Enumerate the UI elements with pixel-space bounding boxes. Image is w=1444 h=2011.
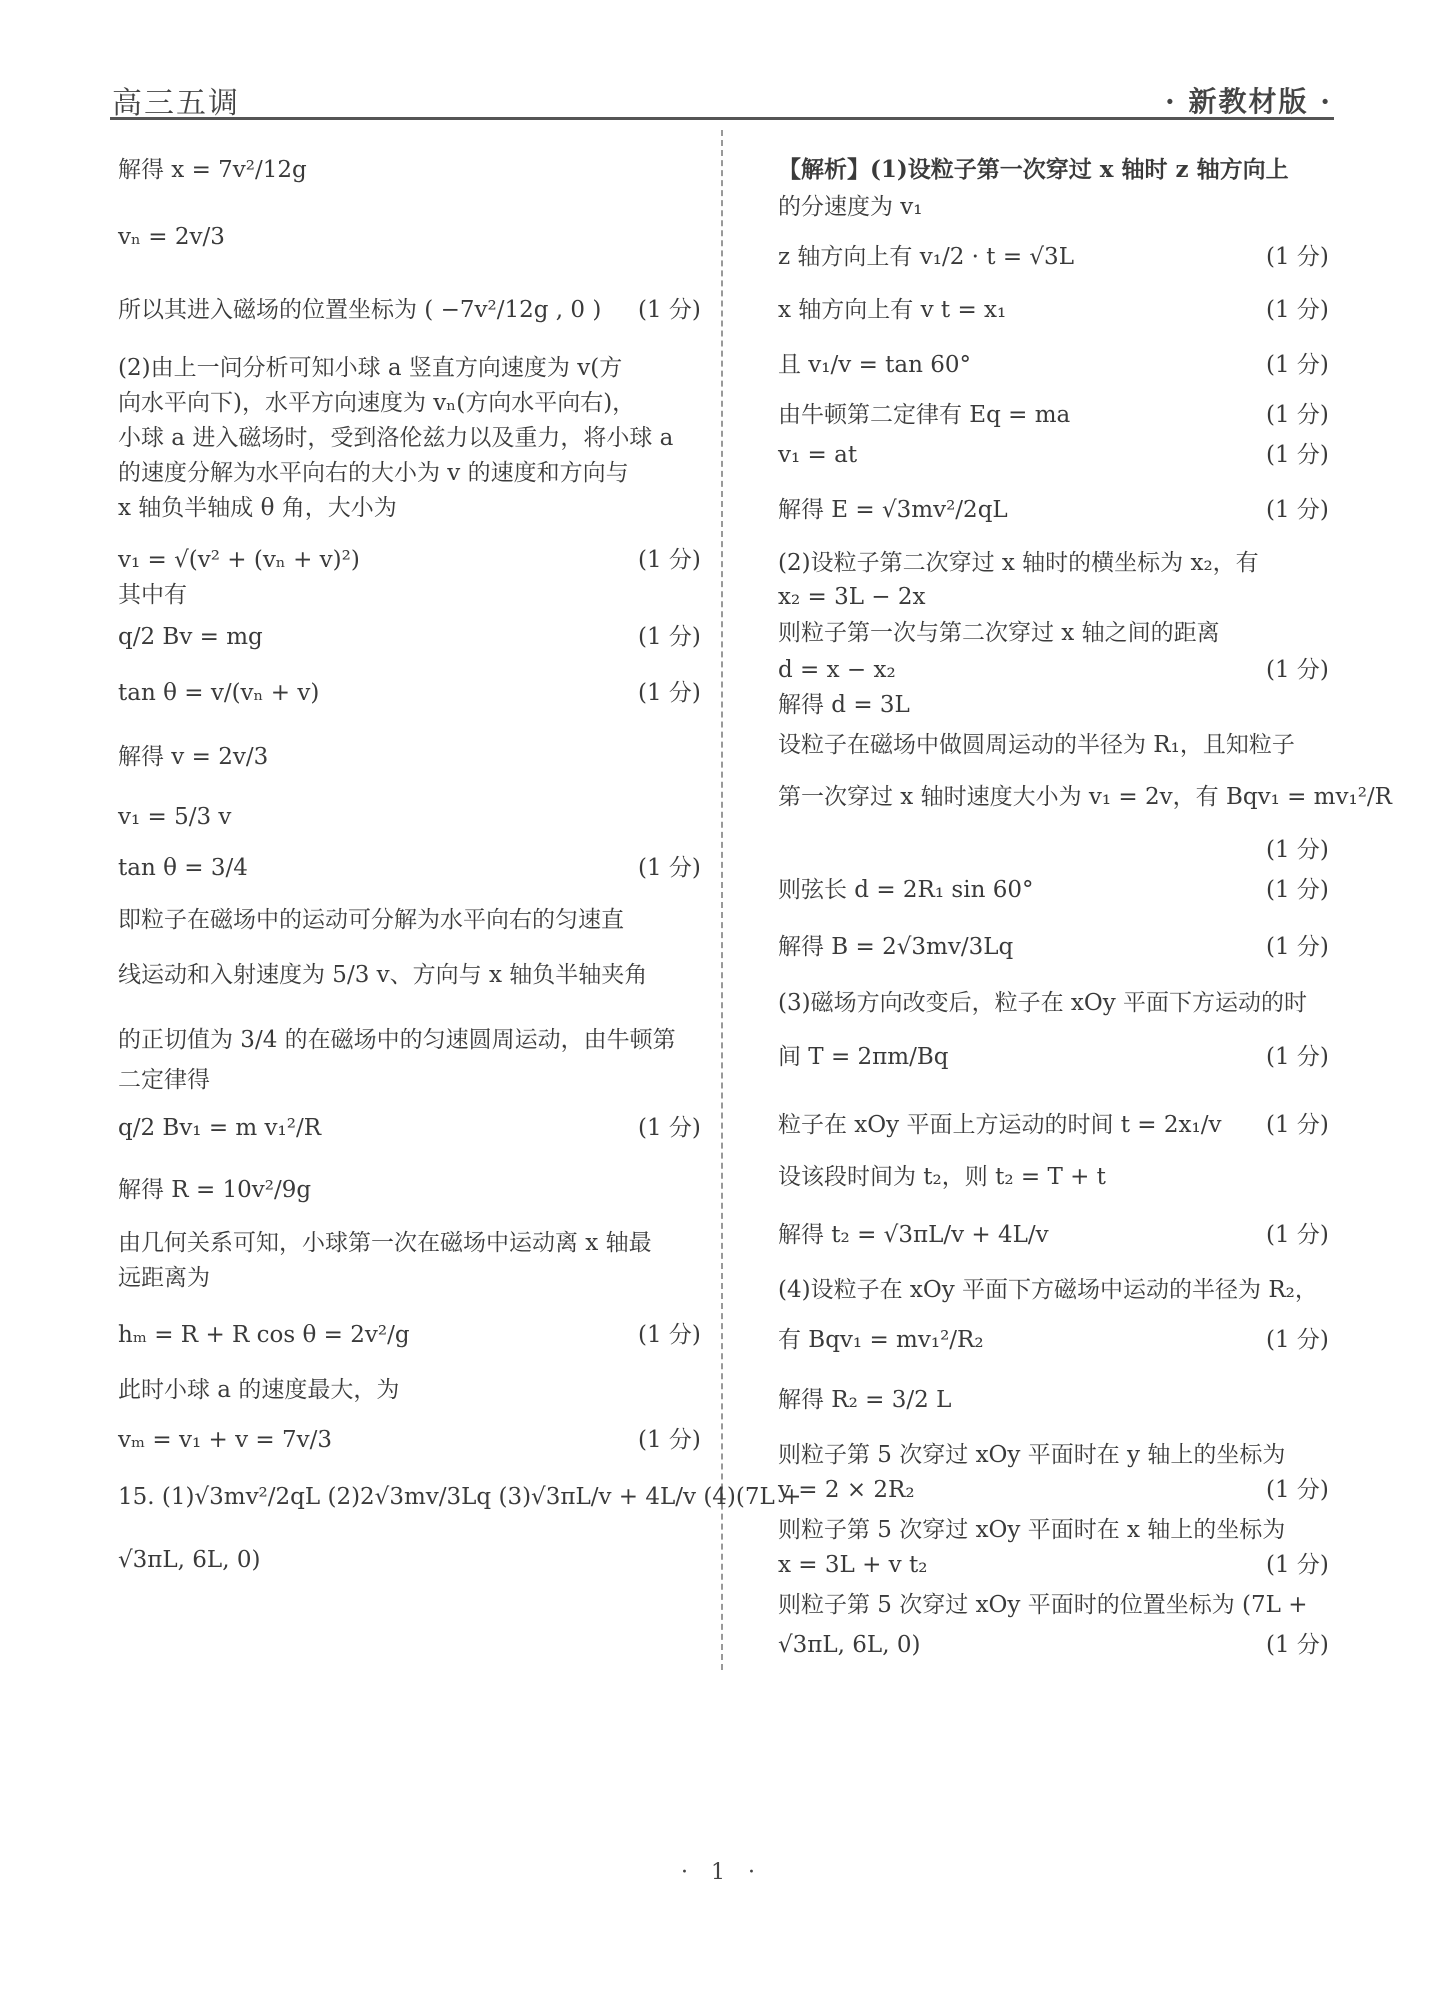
text-line: 解得 B = 2√3mv/3Lq (778, 934, 1014, 960)
header-rule (110, 117, 1334, 120)
score-mark: (1 分) (638, 547, 701, 573)
text-line: tan θ = v/(vₙ + v) (118, 680, 320, 706)
text-line: x = 3L + v t₂ (778, 1552, 928, 1578)
text-line: x 轴方向上有 v t = x₁ (778, 297, 1007, 323)
text-line: x 轴负半轴成 θ 角，大小为 (118, 495, 397, 521)
text-line: 向水平向下)，水平方向速度为 vₙ(方向水平向右)， (118, 390, 636, 416)
score-mark: (1 分) (638, 680, 701, 706)
text-line: 线运动和入射速度为 5/3 v、方向与 x 轴负半轴夹角 (118, 962, 648, 988)
text-line: 则粒子第 5 次穿过 xOy 平面时的位置坐标为 (7L + (778, 1592, 1308, 1618)
text-line: 间 T = 2πm/Bq (778, 1044, 949, 1070)
text-line: 15. (1)√3mv²/2qL (2)2√3mv/3Lq (3)√3πL/v + 4L/v (4)(7L + (118, 1484, 802, 1510)
score-mark: (1 分) (1266, 934, 1329, 960)
text-line: 则粒子第一次与第二次穿过 x 轴之间的距离 (778, 620, 1220, 646)
text-line: 解得 E = √3mv²/2qL (778, 497, 1008, 523)
score-mark: (1 分) (1266, 877, 1329, 903)
text-line: 解得 t₂ = √3πL/v + 4L/v (778, 1222, 1049, 1248)
text-line: 设粒子在磁场中做圆周运动的半径为 R₁，且知粒子 (778, 732, 1295, 758)
text-line: x₂ = 3L − 2x (778, 584, 926, 610)
score-mark: (1 分) (1266, 657, 1329, 683)
score-mark: (1 分) (638, 1322, 701, 1348)
text-line: 由几何关系可知，小球第一次在磁场中运动离 x 轴最 (118, 1230, 652, 1256)
score-mark: (1 分) (1266, 1552, 1329, 1578)
score-mark: (1 分) (1266, 837, 1329, 863)
score-mark: (1 分) (638, 855, 701, 881)
header-title: 高三五调 (112, 86, 240, 121)
text-line: y = 2 × 2R₂ (778, 1477, 915, 1503)
text-line: v₁ = √(v² + (vₙ + v)²) (118, 547, 360, 573)
text-line: d = x − x₂ (778, 657, 896, 683)
text-line: 第一次穿过 x 轴时速度大小为 v₁ = 2v，有 Bqv₁ = mv₁²/R (778, 784, 1392, 810)
text-line: 的分速度为 v₁ (778, 194, 923, 220)
text-line: vₙ = 2v/3 (118, 224, 225, 250)
text-line: vₘ = v₁ + v = 7v/3 (118, 1427, 332, 1453)
score-mark: (1 分) (638, 297, 701, 323)
text-line: (3)磁场方向改变后，粒子在 xOy 平面下方运动的时 (778, 990, 1308, 1016)
score-mark: (1 分) (1266, 297, 1329, 323)
text-line: 解得 R = 10v²/9g (118, 1177, 312, 1203)
text-line: 粒子在 xOy 平面上方运动的时间 t = 2x₁/v (778, 1112, 1222, 1138)
score-mark: (1 分) (1266, 497, 1329, 523)
score-mark: (1 分) (1266, 244, 1329, 270)
text-line: 其中有 (118, 582, 187, 608)
text-line: 则弦长 d = 2R₁ sin 60° (778, 877, 1034, 903)
text-line: z 轴方向上有 v₁/2 · t = √3L (778, 244, 1074, 270)
text-line: tan θ = 3/4 (118, 855, 248, 881)
score-mark: (1 分) (638, 624, 701, 650)
text-line: 的正切值为 3/4 的在磁场中的匀速圆周运动，由牛顿第 (118, 1027, 676, 1053)
text-line: 即粒子在磁场中的运动可分解为水平向右的匀速直 (118, 907, 624, 933)
text-line: √3πL, 6L, 0) (118, 1547, 261, 1573)
text-line: 解得 v = 2v/3 (118, 744, 269, 770)
score-mark: (1 分) (1266, 1112, 1329, 1138)
text-line: 【解析】(1)设粒子第一次穿过 x 轴时 z 轴方向上 (778, 156, 1289, 183)
text-line: √3πL, 6L, 0) (778, 1632, 921, 1658)
text-line: 解得 R₂ = 3/2 L (778, 1387, 952, 1413)
score-mark: (1 分) (1266, 352, 1329, 378)
text-line: 则粒子第 5 次穿过 xOy 平面时在 y 轴上的坐标为 (778, 1442, 1286, 1468)
text-line: 远距离为 (118, 1265, 210, 1291)
score-mark: (1 分) (1266, 1044, 1329, 1070)
text-line: (4)设粒子在 xOy 平面下方磁场中运动的半径为 R₂， (778, 1277, 1318, 1303)
text-line: 由牛顿第二定律有 Eq = ma (778, 402, 1071, 428)
score-mark: (1 分) (1266, 402, 1329, 428)
page-number: · 1 · (681, 1860, 763, 1885)
text-line: hₘ = R + R cos θ = 2v²/g (118, 1322, 410, 1348)
column-divider (721, 130, 723, 1670)
text-line: 解得 d = 3L (778, 692, 910, 718)
text-line: v₁ = at (778, 442, 858, 468)
score-mark: (1 分) (638, 1115, 701, 1141)
score-mark: (1 分) (1266, 1327, 1329, 1353)
text-line: 设该段时间为 t₂，则 t₂ = T + t (778, 1164, 1106, 1190)
text-line: 则粒子第 5 次穿过 xOy 平面时在 x 轴上的坐标为 (778, 1517, 1286, 1543)
text-line: 小球 a 进入磁场时，受到洛伦兹力以及重力，将小球 a (118, 425, 674, 451)
text-line: 解得 x = 7v²/12g (118, 157, 307, 183)
text-line: 二定律得 (118, 1067, 210, 1093)
header-edition: · 新教材版 · (1165, 85, 1332, 118)
score-mark: (1 分) (1266, 1632, 1329, 1658)
text-line: 有 Bqv₁ = mv₁²/R₂ (778, 1327, 984, 1353)
text-line: q/2 Bv = mg (118, 624, 263, 650)
score-mark: (1 分) (1266, 442, 1329, 468)
text-line: 所以其进入磁场的位置坐标为 ( −7v²/12g , 0 ) (118, 297, 602, 323)
text-line: q/2 Bv₁ = m v₁²/R (118, 1115, 322, 1141)
text-line: 的速度分解为水平向右的大小为 v 的速度和方向与 (118, 460, 629, 486)
text-line: (2)由上一问分析可知小球 a 竖直方向速度为 v(方 (118, 355, 623, 381)
score-mark: (1 分) (638, 1427, 701, 1453)
text-line: (2)设粒子第二次穿过 x 轴时的横坐标为 x₂，有 (778, 550, 1259, 576)
text-line: v₁ = 5/3 v (118, 804, 232, 830)
score-mark: (1 分) (1266, 1477, 1329, 1503)
text-line: 此时小球 a 的速度最大，为 (118, 1377, 400, 1403)
score-mark: (1 分) (1266, 1222, 1329, 1248)
text-line: 且 v₁/v = tan 60° (778, 352, 972, 378)
